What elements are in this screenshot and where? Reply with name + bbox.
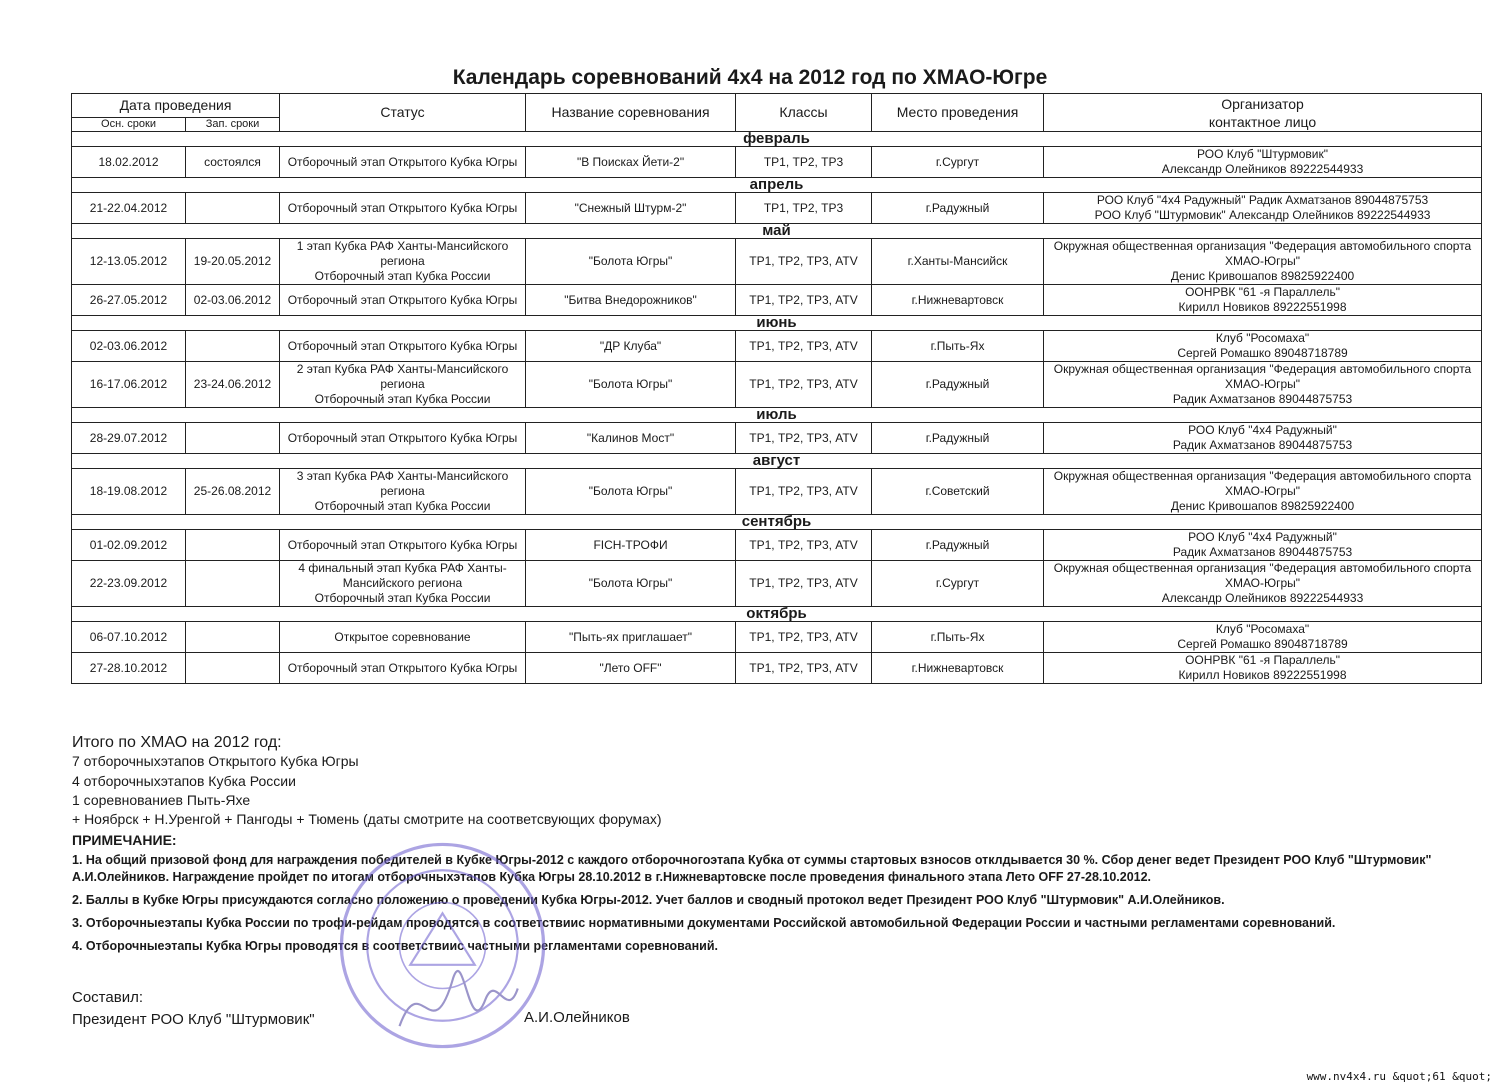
event-classes: ТР1, ТР2, ТР3, ATV: [736, 285, 872, 316]
event-row: [72, 239, 1482, 285]
event-status-line: Отборочный этап Открытого Кубка Югры: [287, 537, 518, 552]
event-organizer: [1044, 653, 1482, 684]
event-name: "В Поисках Йети-2": [526, 147, 736, 178]
summary-title: Итого по ХМАО на 2012 год:: [72, 734, 282, 751]
event-organizer-line: Окружная общественная организация "Федерация автомобильного спорта: [1053, 561, 1472, 575]
event-place: г.Пыть-Ях: [872, 331, 1044, 362]
event-status: [280, 530, 526, 561]
event-organizer-line: РОО Клуб "Штурмовик" Александр Олейников 89222544933: [1094, 208, 1431, 222]
event-organizer-line: РОО Клуб "4x4 Радужный" Радик Ахматзанов 89044875753: [1096, 193, 1429, 207]
event-status-line: Отборочный этап Открытого Кубка Югры: [287, 338, 518, 353]
summary-line: + Ноябрск + Н.Уренгой + Пангоды + Тюмень (даты смотрите на соответсвующих форумах): [72, 811, 662, 828]
event-main-date: 18.02.2012: [72, 147, 186, 178]
signer-name: А.И.Олейников: [524, 1009, 630, 1026]
event-status-line: Отборочный этап Открытого Кубка Югры: [287, 154, 518, 169]
event-main-date: 12-13.05.2012: [72, 239, 186, 285]
event-organizer-line: Александр Олейников 89222544933: [1161, 162, 1364, 176]
event-organizer-line: ООНРВК "61 -я Параллель": [1185, 285, 1340, 299]
event-reserve-date: 19-20.05.2012: [186, 239, 280, 285]
event-status-line: Отборочный этап Открытого Кубка Югры: [287, 430, 518, 445]
event-place: г.Сургут: [872, 561, 1044, 607]
note-item: 1. На общий призовой фонд для награждения победителей в Кубке Югры-2012 с каждого отборочногоэтапа Кубка от суммы стартовых взносов отклдывается 30 %. Сбор денег ведет Президент РОО Клуб "Штурмовик" А.И.Олейников. Награждение пройдет по итогам отборочныхэтапов Кубка Югры 28.10.2012 в г.Нижневартовске после проведения финального этапа Лето OFF 27-28.10.2012.: [72, 853, 1432, 884]
event-place: г.Радужный: [872, 423, 1044, 454]
event-organizer-line: Денис Кривошапов 89825922400: [1170, 499, 1355, 513]
event-organizer-line: Радик Ахматзанов 89044875753: [1172, 392, 1353, 406]
event-organizer-line: РОО Клуб "Штурмовик": [1197, 147, 1329, 161]
month-label: июль: [72, 408, 1482, 423]
event-name: "Болота Югры": [526, 362, 736, 408]
event-status-line: 2 этап Кубка РАФ Ханты-Мансийского: [296, 362, 509, 376]
event-status-line: 3 этап Кубка РАФ Ханты-Мансийского: [296, 469, 509, 483]
month-row: [72, 515, 1482, 530]
event-place: г.Нижневартовск: [872, 285, 1044, 316]
event-row: [72, 285, 1482, 316]
event-main-date: 28-29.07.2012: [72, 423, 186, 454]
header-place: Место проведения: [872, 94, 1044, 132]
event-main-date: 27-28.10.2012: [72, 653, 186, 684]
summary-line: 4 отборочныхэтапов Кубка России: [72, 772, 296, 789]
header-row: [72, 94, 1482, 118]
event-main-date: 06-07.10.2012: [72, 622, 186, 653]
event-row: [72, 469, 1482, 515]
header-organizer: [1044, 94, 1482, 132]
header-date: Дата проведения: [72, 94, 280, 118]
event-organizer-line: Окружная общественная организация "Федерация автомобильного спорта: [1053, 362, 1472, 376]
month-label: сентябрь: [72, 515, 1482, 530]
event-place: г.Радужный: [872, 362, 1044, 408]
event-classes: ТР1, ТР2, ТР3, ATV: [736, 530, 872, 561]
event-classes: ТР1, ТР2, ТР3: [736, 147, 872, 178]
signer-role: Президент РОО Клуб "Штурмовик": [72, 1011, 315, 1028]
event-organizer-line: ХМАО-Югры": [1224, 377, 1301, 391]
summary-line: 7 отборочныхэтапов Открытого Кубка Югры: [72, 753, 359, 770]
event-reserve-date: 25-26.08.2012: [186, 469, 280, 515]
event-row: [72, 530, 1482, 561]
event-organizer-line: Клуб "Росомаха": [1215, 331, 1310, 345]
event-row: [72, 147, 1482, 178]
notes-heading: ПРИМЕЧАНИЕ:: [72, 832, 177, 848]
event-row: [72, 331, 1482, 362]
event-organizer: [1044, 193, 1482, 224]
month-row: [72, 178, 1482, 193]
header-name: Название соревнования: [526, 94, 736, 132]
event-organizer-line: Клуб "Росомаха": [1215, 622, 1310, 636]
summary-block: [72, 733, 662, 829]
event-main-date: 26-27.05.2012: [72, 285, 186, 316]
event-reserve-date: [186, 530, 280, 561]
event-name: "Болота Югры": [526, 239, 736, 285]
event-organizer: [1044, 239, 1482, 285]
event-organizer: [1044, 469, 1482, 515]
event-organizer-line: ООНРВК "61 -я Параллель": [1185, 653, 1340, 667]
month-row: [72, 454, 1482, 469]
page-title: Календарь соревнований 4x4 на 2012 год по ХМАО-Югре: [452, 66, 1048, 89]
header-classes: Классы: [736, 94, 872, 132]
note-item: 2. Баллы в Кубке Югры присуждаются согласно положению о проведении Кубка Югры-2012. Учет баллов и сводный протокол ведет Президент РОО Клуб "Штурмовик" А.И.Олейников.: [72, 893, 1225, 907]
event-reserve-date: [186, 193, 280, 224]
event-organizer: [1044, 530, 1482, 561]
event-main-date: 22-23.09.2012: [72, 561, 186, 607]
event-status-line: 4 финальный этап Кубка РАФ Ханты-: [298, 561, 507, 575]
event-status-line: Отборочный этап Открытого Кубка Югры: [287, 200, 518, 215]
event-status: [280, 561, 526, 607]
notes-block: [72, 832, 1472, 961]
event-organizer-line: Денис Кривошапов 89825922400: [1170, 269, 1355, 283]
header-reserve-dates: Зап. сроки: [186, 118, 280, 132]
event-status: [280, 285, 526, 316]
event-organizer: [1044, 362, 1482, 408]
event-organizer-line: Кирилл Новиков 89222551998: [1178, 300, 1347, 314]
event-organizer-line: ХМАО-Югры": [1224, 254, 1301, 268]
event-status-line: региона: [380, 377, 425, 391]
month-label: май: [72, 224, 1482, 239]
event-name: "Болота Югры": [526, 561, 736, 607]
event-place: г.Радужный: [872, 193, 1044, 224]
event-place: г.Сургут: [872, 147, 1044, 178]
event-status-line: региона: [380, 484, 425, 498]
month-row: [72, 316, 1482, 331]
event-name: "Калинов Мост": [526, 423, 736, 454]
note-item: 3. Отборочныеэтапы Кубка России по трофи-рейдам проводятся в соответствиис нормативными документами Российской автомобильной Федерации России и частными регламентами соревнований.: [72, 916, 1336, 930]
event-classes: ТР1, ТР2, ТР3, ATV: [736, 239, 872, 285]
event-row: [72, 193, 1482, 224]
header-organizer-line1: Организатор: [1221, 95, 1304, 112]
event-status-line: Открытое соревнование: [334, 629, 471, 644]
event-status: [280, 193, 526, 224]
event-name: "Лето OFF": [526, 653, 736, 684]
event-name: "Битва Внедорожников": [526, 285, 736, 316]
schedule-body: [72, 132, 1482, 684]
event-reserve-date: 23-24.06.2012: [186, 362, 280, 408]
event-organizer-line: РОО Клуб "4x4 Радужный": [1188, 530, 1337, 544]
event-main-date: 02-03.06.2012: [72, 331, 186, 362]
site-watermark: www.nv4x4.ru &quot;61 &quot;: [1306, 1070, 1492, 1083]
header-main-dates: Осн. сроки: [72, 118, 186, 132]
event-main-date: 21-22.04.2012: [72, 193, 186, 224]
event-classes: ТР1, ТР2, ТР3, ATV: [736, 362, 872, 408]
event-place: г.Советский: [872, 469, 1044, 515]
event-reserve-date: [186, 653, 280, 684]
event-reserve-date: [186, 423, 280, 454]
event-place: г.Нижневартовск: [872, 653, 1044, 684]
event-status: [280, 239, 526, 285]
month-label: октябрь: [72, 607, 1482, 622]
header-status: Статус: [280, 94, 526, 132]
event-row: [72, 653, 1482, 684]
month-label: август: [72, 454, 1482, 469]
event-main-date: 01-02.09.2012: [72, 530, 186, 561]
event-status: [280, 622, 526, 653]
event-status-line: 1 этап Кубка РАФ Ханты-Мансийского: [296, 239, 509, 253]
compiled-label: Составил:: [72, 989, 143, 1006]
stamp-seal: [335, 838, 550, 1053]
event-classes: ТР1, ТР2, ТР3, ATV: [736, 622, 872, 653]
event-organizer-line: Сергей Ромашко 89048718789: [1177, 346, 1348, 360]
event-classes: ТР1, ТР2, ТР3, ATV: [736, 469, 872, 515]
event-classes: ТР1, ТР2, ТР3, ATV: [736, 653, 872, 684]
event-row: [72, 622, 1482, 653]
event-reserve-date: состоялся: [186, 147, 280, 178]
event-status-line: Отборочный этап Кубка России: [314, 269, 491, 283]
event-row: [72, 561, 1482, 607]
summary-line: 1 соревнованиев Пыть-Яхе: [72, 791, 251, 808]
event-name: "Пыть-ях приглашает": [526, 622, 736, 653]
event-organizer: [1044, 285, 1482, 316]
event-classes: ТР1, ТР2, ТР3, ATV: [736, 561, 872, 607]
event-status: [280, 423, 526, 454]
event-status: [280, 331, 526, 362]
footer-block: [72, 987, 315, 1031]
event-name: "Снежный Штурм-2": [526, 193, 736, 224]
event-place: г.Ханты-Мансийск: [872, 239, 1044, 285]
event-organizer: [1044, 561, 1482, 607]
note-item: 4. Отборочныеэтапы Кубка Югры проводятся в соответствиис частными регламентами соревнований.: [72, 939, 719, 953]
event-organizer-line: Окружная общественная организация "Федерация автомобильного спорта: [1053, 239, 1472, 253]
event-row: [72, 362, 1482, 408]
event-reserve-date: [186, 331, 280, 362]
event-organizer-line: Окружная общественная организация "Федерация автомобильного спорта: [1053, 469, 1472, 483]
event-organizer-line: Сергей Ромашко 89048718789: [1177, 637, 1348, 651]
event-status-line: Отборочный этап Открытого Кубка Югры: [287, 660, 518, 675]
event-status-line: Отборочный этап Кубка России: [314, 392, 491, 406]
event-classes: ТР1, ТР2, ТР3, ATV: [736, 331, 872, 362]
event-organizer: [1044, 147, 1482, 178]
event-main-date: 16-17.06.2012: [72, 362, 186, 408]
header-organizer-line2: контактное лицо: [1208, 113, 1317, 130]
event-organizer-line: Александр Олейников 89222544933: [1161, 591, 1364, 605]
event-organizer: [1044, 423, 1482, 454]
event-organizer: [1044, 622, 1482, 653]
event-place: г.Пыть-Ях: [872, 622, 1044, 653]
event-status-line: Отборочный этап Кубка России: [314, 591, 491, 605]
month-row: [72, 408, 1482, 423]
event-place: г.Радужный: [872, 530, 1044, 561]
month-row: [72, 607, 1482, 622]
month-row: [72, 224, 1482, 239]
event-classes: ТР1, ТР2, ТР3, ATV: [736, 423, 872, 454]
event-main-date: 18-19.08.2012: [72, 469, 186, 515]
month-label: апрель: [72, 178, 1482, 193]
event-name: FICH-ТРОФИ: [526, 530, 736, 561]
event-status-line: Мансийского региона: [342, 576, 463, 590]
event-organizer: [1044, 331, 1482, 362]
event-organizer-line: РОО Клуб "4x4 Радужный": [1188, 423, 1337, 437]
event-reserve-date: [186, 622, 280, 653]
schedule-table: [71, 93, 1482, 684]
event-status-line: Отборочный этап Кубка России: [314, 499, 491, 513]
event-name: "ДР Клуба": [526, 331, 736, 362]
event-status: [280, 469, 526, 515]
event-status: [280, 362, 526, 408]
event-status: [280, 653, 526, 684]
month-label: февраль: [72, 132, 1482, 147]
event-reserve-date: [186, 561, 280, 607]
event-row: [72, 423, 1482, 454]
event-status-line: региона: [380, 254, 425, 268]
event-organizer-line: ХМАО-Югры": [1224, 484, 1301, 498]
event-organizer-line: Кирилл Новиков 89222551998: [1178, 668, 1347, 682]
month-label: июнь: [72, 316, 1482, 331]
event-status-line: Отборочный этап Открытого Кубка Югры: [287, 292, 518, 307]
month-row: [72, 132, 1482, 147]
event-organizer-line: Радик Ахматзанов 89044875753: [1172, 545, 1353, 559]
event-organizer-line: Радик Ахматзанов 89044875753: [1172, 438, 1353, 452]
event-status: [280, 147, 526, 178]
event-reserve-date: 02-03.06.2012: [186, 285, 280, 316]
event-classes: ТР1, ТР2, ТР3: [736, 193, 872, 224]
event-organizer-line: ХМАО-Югры": [1224, 576, 1301, 590]
event-name: "Болота Югры": [526, 469, 736, 515]
